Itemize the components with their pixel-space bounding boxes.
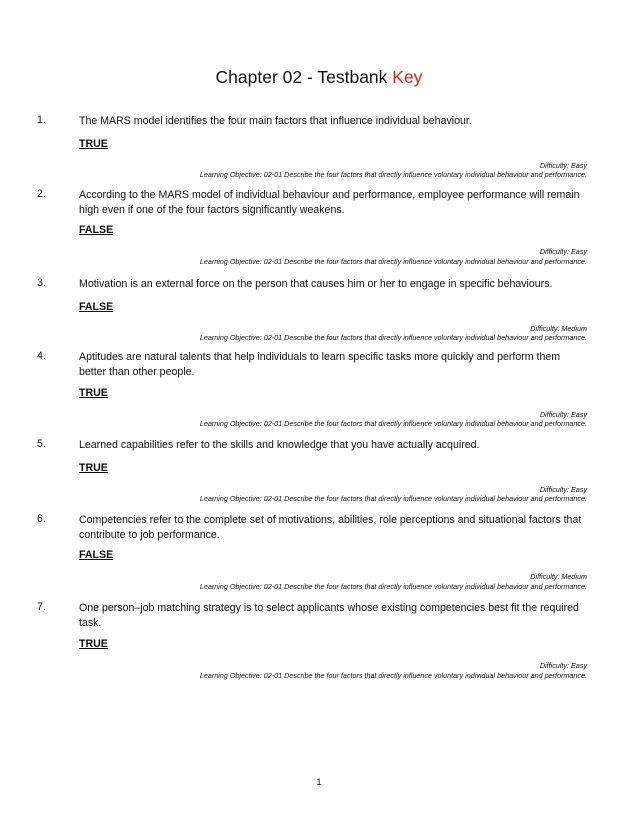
difficulty: Difficulty: Easy (539, 410, 587, 419)
question-text: Motivation is an external force on the person that causes him or her to engage in specific behaviours. (79, 278, 553, 290)
learning-objective: Learning Objective: 02-01 Describe the four factors that directly influence voluntary individual behaviour and performance. (199, 494, 587, 503)
answer: FALSE (79, 224, 114, 236)
answer: FALSE (79, 301, 114, 313)
question-number: 2. (37, 188, 46, 200)
answer: TRUE (79, 387, 108, 399)
difficulty: Difficulty: Easy (539, 161, 587, 170)
question-text: Aptitudes are natural talents that help individuals to learn specific tasks more quickly and perform them better than other people. (79, 351, 561, 378)
learning-objective: Learning Objective: 02-01 Describe the four factors that directly influence voluntary individual behaviour and performance. (199, 257, 587, 266)
difficulty: Difficulty: Easy (539, 247, 587, 256)
question-number: 1. (37, 114, 46, 126)
answer: FALSE (79, 549, 114, 561)
page-title (0, 67, 638, 88)
question-text: Competencies refer to the complete set of motivations, abilities, role perceptions and situational factors that contribute to job performance. (79, 514, 582, 541)
question-number: 3. (37, 277, 46, 289)
learning-objective: Learning Objective: 02-01 Describe the four factors that directly influence voluntary individual behaviour and performance. (199, 419, 587, 428)
difficulty: Difficulty: Easy (539, 485, 587, 494)
question-number: 7. (37, 601, 46, 613)
difficulty: Difficulty: Medium (530, 324, 587, 333)
question-number: 5. (37, 438, 46, 450)
page-number: 1 (316, 777, 322, 787)
answer: TRUE (79, 138, 108, 150)
question-text: Learned capabilities refer to the skills and knowledge that you have actually acquired. (79, 439, 480, 451)
question-number: 6. (37, 513, 46, 525)
difficulty: Difficulty: Medium (530, 572, 587, 581)
learning-objective: Learning Objective: 02-01 Describe the four factors that directly influence voluntary individual behaviour and performance. (199, 582, 587, 591)
question-text: The MARS model identifies the four main factors that influence individual behaviour. (79, 115, 472, 127)
answer: TRUE (79, 638, 108, 650)
learning-objective: Learning Objective: 02-01 Describe the four factors that directly influence voluntary individual behaviour and performance. (199, 671, 587, 680)
question-text: One person–job matching strategy is to select applicants whose existing competencies best fit the required task. (79, 602, 579, 629)
title-key: Key (392, 67, 423, 87)
difficulty: Difficulty: Easy (539, 661, 587, 670)
question-text: According to the MARS model of individual behaviour and performance, employee performance will remain high even if one of the four factors significantly weakens. (79, 189, 580, 216)
title-main: Chapter 02 - Testbank (215, 67, 393, 87)
answer: TRUE (79, 462, 108, 474)
learning-objective: Learning Objective: 02-01 Describe the four factors that directly influence voluntary individual behaviour and performance. (199, 333, 587, 342)
learning-objective: Learning Objective: 02-01 Describe the four factors that directly influence voluntary individual behaviour and performance. (199, 170, 587, 179)
question-number: 4. (37, 350, 46, 362)
